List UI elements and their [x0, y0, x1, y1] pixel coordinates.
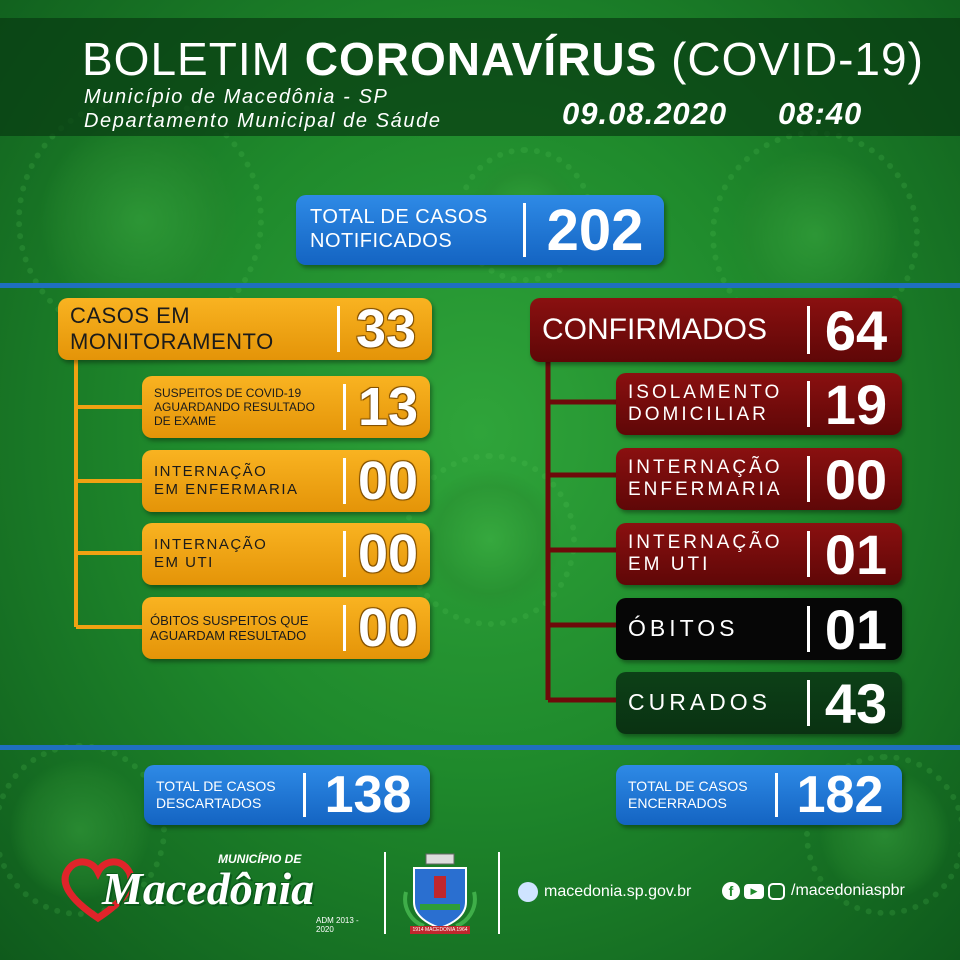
isolamento-value: 19 [824, 372, 888, 436]
virus-decoration [40, 120, 240, 320]
total-notificados-label-2: NOTIFICADOS [310, 230, 453, 252]
uti-label-2: EM UTI [628, 554, 711, 575]
suspeitos-label-1: SUSPEITOS DE COVID-19 [154, 385, 302, 400]
isolamento-card [616, 373, 902, 435]
obitos-suspeitos-label-2: AGUARDAM RESULTADO [150, 628, 307, 643]
virus-decoration [730, 150, 900, 320]
footer-divider [384, 852, 386, 934]
confirmados-label: CONFIRMADOS [542, 313, 767, 347]
divider-line [0, 745, 960, 750]
monitoramento-value: 33 [355, 299, 417, 359]
suspeitos-label-3: DE EXAME [154, 414, 217, 429]
enfermaria-value: 00 [824, 447, 888, 511]
enfermaria-label-1: INTERNAÇÃO [628, 456, 783, 478]
facebook-icon[interactable]: f [722, 882, 740, 900]
descartados-value: 138 [324, 766, 412, 824]
descartados-label-2: DESCARTADOS [156, 795, 262, 811]
encerrados-card [616, 765, 902, 825]
mouse-icon [518, 882, 538, 902]
isolamento-label-2: DOMICILIAR [628, 404, 769, 425]
obitos-suspeitos-label-1: ÓBITOS SUSPEITOS QUE [150, 612, 309, 628]
website-link[interactable] [518, 882, 691, 902]
encerrados-label-2: ENCERRADOS [628, 795, 727, 811]
department-line: Departamento Municipal de Sáude [84, 110, 442, 132]
total-notificados-value: 202 [546, 197, 644, 263]
curados-label: CURADOS [628, 689, 772, 716]
confirmados-connectors [538, 360, 628, 710]
suspeitos-card [142, 376, 430, 438]
curados-card [616, 672, 902, 734]
logo-adm: ADM 2013 - 2020 [316, 916, 359, 934]
social-handle: /macedoniaspbr [791, 882, 905, 899]
divider-line [0, 283, 960, 288]
social-links[interactable] [722, 882, 905, 900]
descartados-label-1: TOTAL DE CASOS [156, 778, 276, 795]
encerrados-value: 182 [796, 766, 884, 824]
internacao-enfermaria-value: 00 [357, 451, 419, 511]
encerrados-label-1: TOTAL DE CASOS [628, 778, 748, 795]
instagram-icon[interactable] [768, 883, 785, 900]
isolamento-label-1: ISOLAMENTO [628, 381, 783, 403]
monitoramento-label-2: MONITORAMENTO [70, 329, 274, 354]
obitos-suspeitos-value: 00 [357, 598, 419, 658]
confirmados-card [530, 298, 902, 362]
footer-divider [498, 852, 500, 934]
bulletin-time: 08:40 [778, 96, 863, 131]
obitos-card [616, 598, 902, 660]
monitoramento-card [58, 298, 432, 360]
bulletin-date: 09.08.2020 [562, 96, 728, 131]
enfermaria-label-2: ENFERMARIA [628, 479, 783, 500]
uti-card [616, 523, 902, 585]
logo-name: Macedônia [102, 863, 315, 914]
website-text: macedonia.sp.gov.br [544, 883, 692, 900]
curados-value: 43 [824, 671, 888, 735]
total-notificados-card [296, 195, 664, 265]
obitos-suspeitos-card [142, 597, 430, 659]
uti-value: 01 [824, 522, 888, 586]
macedonia-logo [58, 848, 370, 934]
crest-icon [402, 852, 478, 936]
obitos-value: 01 [824, 597, 888, 661]
youtube-icon[interactable]: ▶ [744, 884, 764, 899]
municipality-line: Município de Macedônia - SP [84, 86, 389, 108]
confirmados-value: 64 [824, 298, 888, 362]
suspeitos-value: 13 [357, 377, 419, 437]
internacao-enfermaria-suspeito-card [142, 450, 430, 512]
logo-small-text: MUNICÍPIO DE [218, 852, 302, 866]
internacao-uti-label-2: EM UTI [154, 554, 214, 571]
page-title: BOLETIM CORONAVÍRUS (COVID-19) [82, 33, 924, 85]
suspeitos-label-2: AGUARDANDO RESULTADO [154, 399, 315, 414]
internacao-uti-label-1: INTERNAÇÃO [154, 536, 268, 554]
city-crest [402, 852, 478, 936]
internacao-enfermaria-label-2: EM ENFERMARIA [154, 481, 299, 498]
internacao-enfermaria-label-1: INTERNAÇÃO [154, 463, 268, 481]
obitos-label: ÓBITOS [628, 615, 739, 642]
internacao-uti-value: 00 [357, 524, 419, 584]
total-notificados-label-1: TOTAL DE CASOS [310, 206, 488, 229]
internacao-uti-suspeito-card [142, 523, 430, 585]
descartados-card [144, 765, 430, 825]
enfermaria-card [616, 448, 902, 510]
monitoramento-label-1: CASOS EM [70, 303, 191, 329]
uti-label-1: INTERNAÇÃO [628, 531, 783, 553]
crest-banner: 1914 MACEDÔNIA 1964 [412, 927, 468, 933]
